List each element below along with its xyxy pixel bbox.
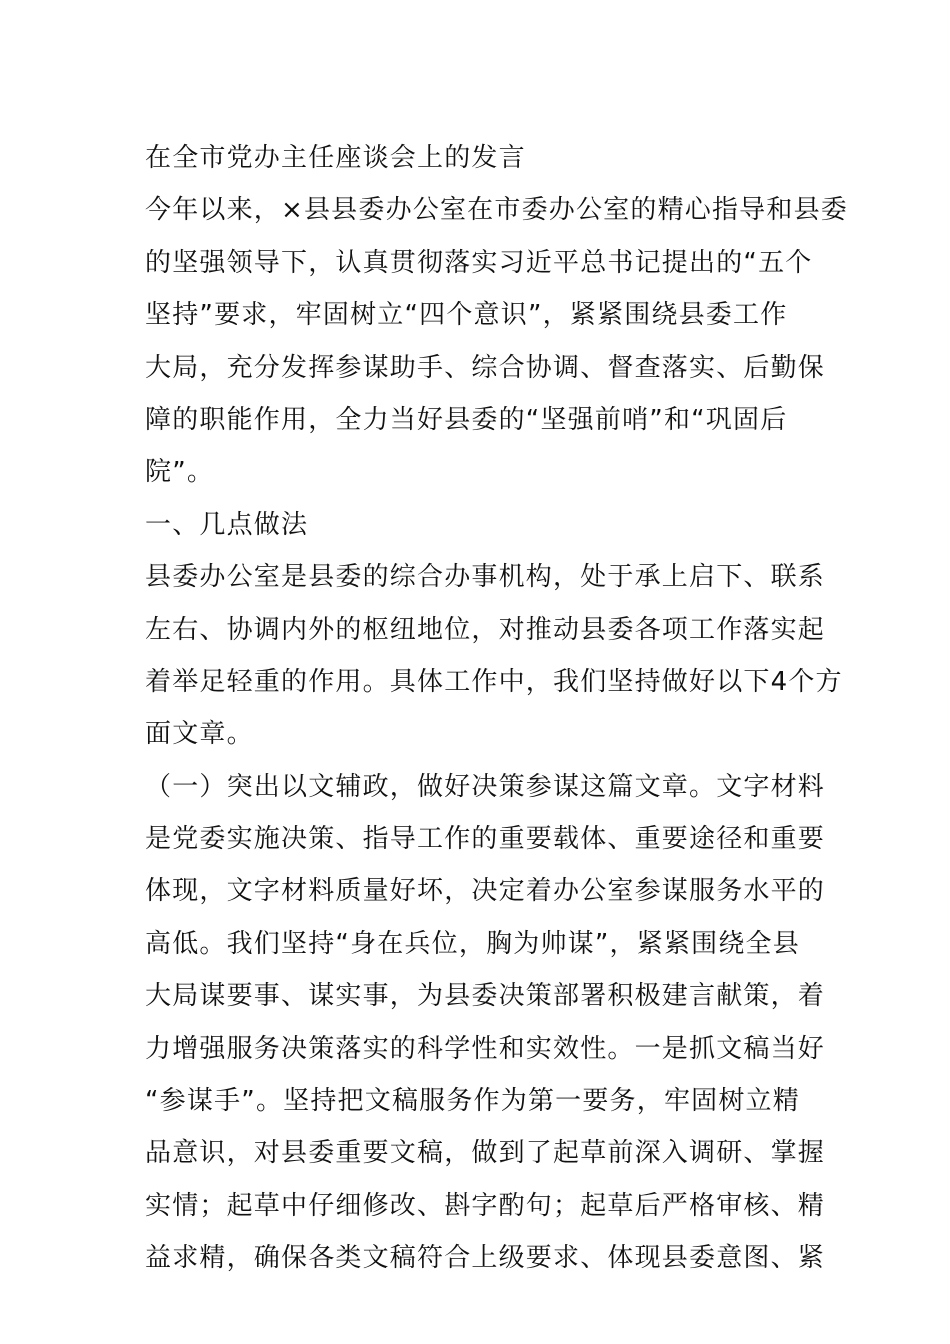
paragraph-line: “参谋手”。坚持把文稿服务作为第一要务，牢固树立精 [145, 1086, 800, 1117]
paragraph-line: 面文章。 [145, 719, 254, 750]
paragraph-line: 益求精，确保各类文稿符合上级要求、体现县委意图、紧 [145, 1243, 826, 1274]
paragraph-line: 品意识，对县委重要文稿，做到了起草前深入调研、掌握 [145, 1138, 826, 1169]
paragraph-intro [145, 184, 848, 498]
section-heading-line: 一、几点做法 [145, 509, 309, 540]
paragraph-line: 是党委实施决策、指导工作的重要载体、重要途径和重要 [145, 824, 826, 855]
paragraph-line: 县委办公室是县委的综合办事机构，处于承上启下、联系 [145, 562, 826, 593]
paragraph-line: 的坚强领导下，认真贯彻落实习近平总书记提出的“五个 [145, 247, 813, 278]
paragraph-line: 今年以来，×县县委办公室在市委办公室的精心指导和县委 [145, 195, 848, 226]
paragraph-line: 大局谋要事、谋实事，为县委决策部署积极建言献策，着 [145, 981, 826, 1012]
paragraph-line: 着举足轻重的作用。具体工作中，我们坚持做好以下4个方 [145, 666, 843, 697]
paragraph-line: 体现，文字材料质量好坏，决定着办公室参谋服务水平的 [145, 876, 826, 907]
paragraph-line: 障的职能作用，全力当好县委的“坚强前哨”和“巩固后 [145, 404, 788, 435]
paragraph-line: 实情；起草中仔细修改、斟字酌句；起草后严格审核、精 [145, 1190, 826, 1221]
paragraph-line: 力增强服务决策落实的科学性和实效性。一是抓文稿当好 [145, 1033, 826, 1064]
paragraph-overview [145, 551, 843, 761]
paragraph-line: 坚持”要求，牢固树立“四个意识”，紧紧围绕县委工作 [145, 300, 788, 331]
document-body [145, 132, 848, 1285]
paragraph-first-point [145, 761, 826, 1285]
paragraph-line: 大局，充分发挥参谋助手、综合协调、督查落实、后勤保 [145, 352, 826, 383]
section-heading [145, 499, 817, 551]
document-title: 在全市党办主任座谈会上的发言 [145, 143, 526, 173]
paragraph-line: （一）突出以文辅政，做好决策参谋这篇文章。文字材料 [145, 771, 826, 802]
paragraph-line: 院”。 [145, 457, 215, 488]
paragraph-line: 高低。我们坚持“身在兵位，胸为帅谋”，紧紧围绕全县 [145, 928, 800, 959]
paragraph-line: 左右、协调内外的枢纽地位，对推动县委各项工作落实起 [145, 614, 826, 645]
